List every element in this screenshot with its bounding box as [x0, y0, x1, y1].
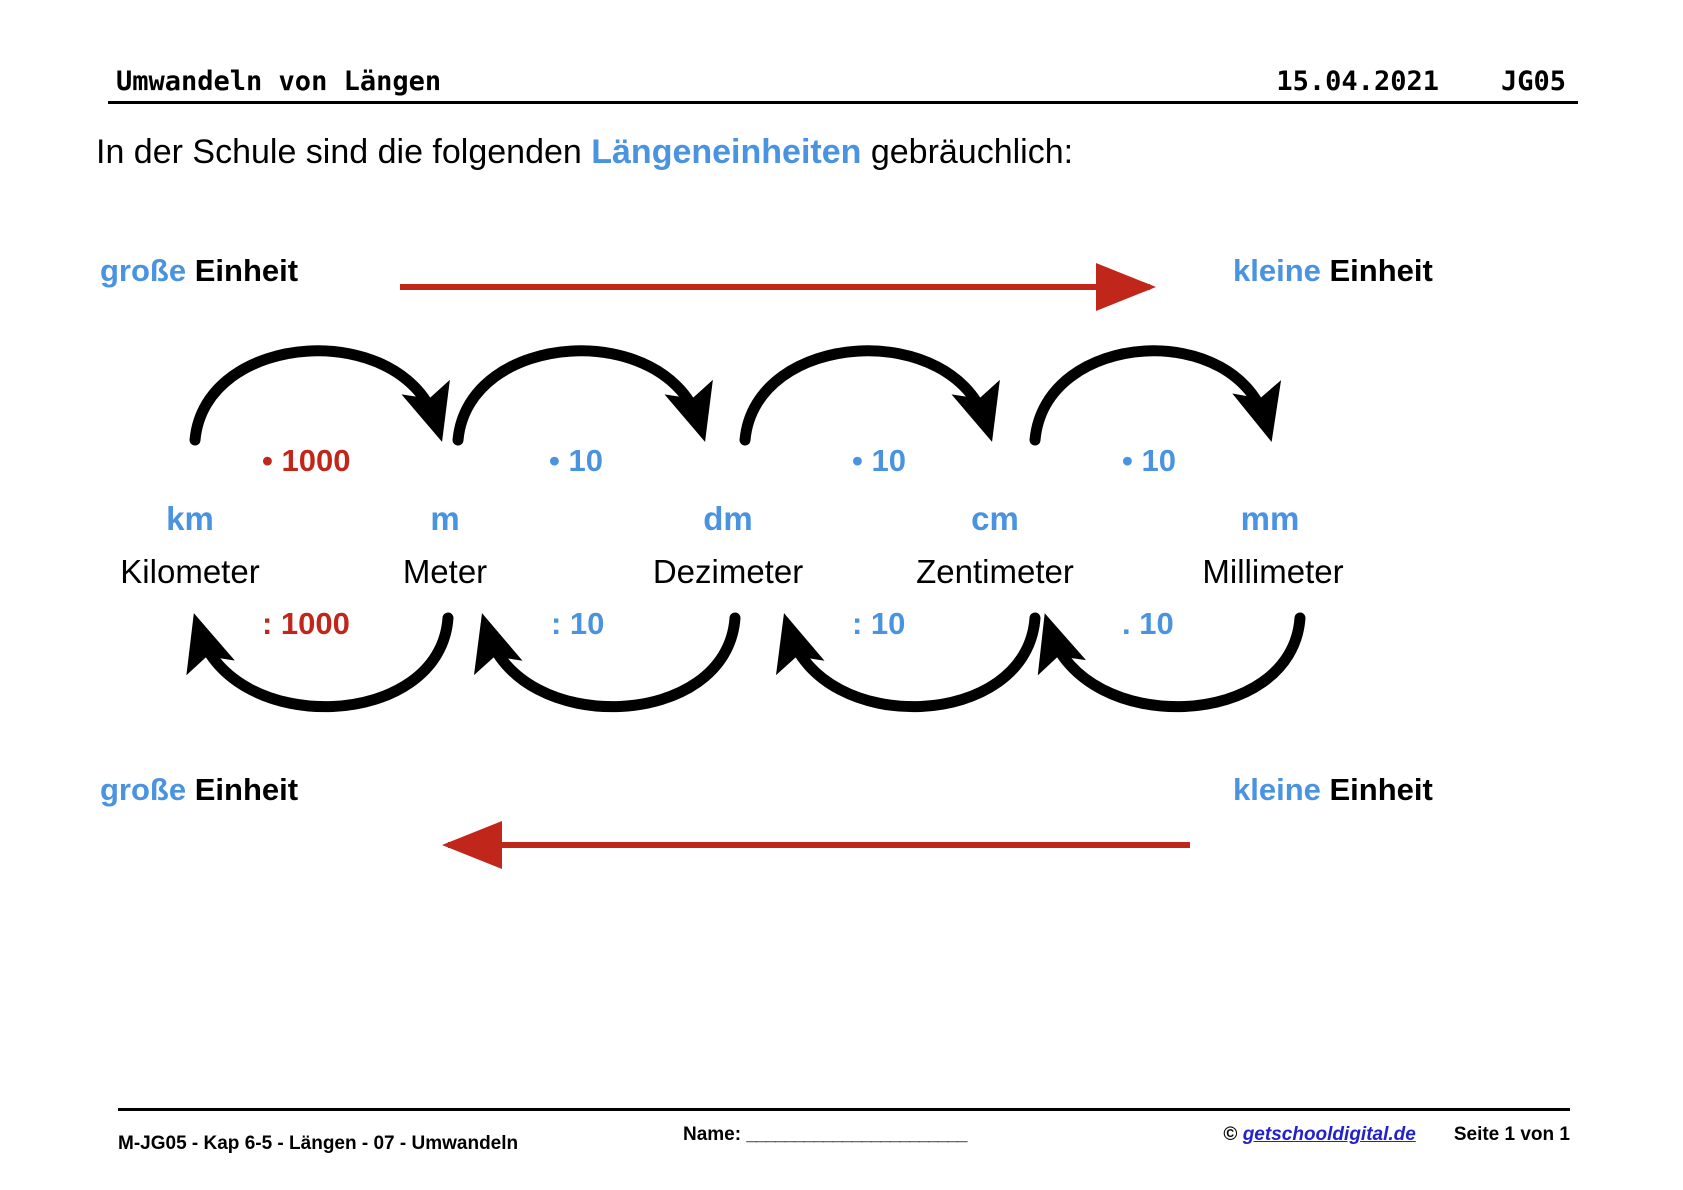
- intro-text-after: gebräuchlich:: [861, 133, 1074, 171]
- footer-website-link[interactable]: getschooldigital.de: [1242, 1124, 1416, 1145]
- footer-document-id: M-JG05 - Kap 6-5 - Längen - 07 - Umwandeln: [118, 1133, 519, 1154]
- curve-multiply-2: [458, 351, 700, 440]
- unit-name-kilometer: Kilometer: [120, 553, 260, 590]
- footer-name-field: [683, 1124, 966, 1146]
- label-big-unit-bottom: [100, 772, 298, 808]
- header-meta: [1276, 66, 1578, 101]
- footer-page-number: Seite 1 von 1: [1453, 1124, 1570, 1145]
- intro-sentence: [96, 133, 1073, 172]
- curve-divide-4: [1050, 618, 1300, 707]
- label-big-unit-top: [100, 253, 298, 289]
- factor-divide-3: : 10: [852, 606, 906, 641]
- footer-name-blank[interactable]: _______________________: [746, 1124, 967, 1145]
- unit-abbr-mm: mm: [1240, 500, 1300, 537]
- factor-divide-2: : 10: [551, 606, 605, 641]
- footer-copyright: [1223, 1124, 1415, 1146]
- label-small-unit-bottom-black: Einheit: [1320, 772, 1433, 807]
- factor-divide-1: : 1000: [262, 606, 350, 641]
- factor-multiply-4: • 10: [1122, 443, 1176, 478]
- factor-multiply-1: • 1000: [262, 443, 351, 478]
- unit-name-meter: Meter: [402, 553, 488, 590]
- label-big-unit-bottom-black: Einheit: [186, 772, 299, 807]
- header-class: JG05: [1500, 66, 1566, 97]
- page-footer: [118, 1124, 1570, 1164]
- curve-multiply-4: [1035, 351, 1267, 440]
- curve-divide-3: [789, 618, 1035, 707]
- factor-divide-4: . 10: [1122, 606, 1174, 641]
- curve-divide-2: [487, 618, 735, 707]
- unit-abbr-km: km: [166, 500, 214, 537]
- label-small-unit-top: [1233, 253, 1433, 289]
- curve-multiply-3: [745, 351, 987, 440]
- label-small-unit-bottom: [1233, 772, 1433, 808]
- label-small-unit-bottom-blue: kleine: [1233, 772, 1321, 807]
- unit-name-dezimeter: Dezimeter: [652, 553, 804, 590]
- unit-abbr-m: m: [430, 500, 460, 537]
- copyright-symbol: ©: [1223, 1124, 1243, 1145]
- label-big-unit-top-blue: große: [100, 253, 187, 288]
- page-header: [108, 58, 1578, 104]
- header-date: 15.04.2021: [1276, 66, 1439, 97]
- unit-name-zentimeter: Zentimeter: [916, 553, 1074, 590]
- unit-abbr-cm: cm: [971, 500, 1019, 537]
- unit-abbr-dm: dm: [703, 500, 753, 537]
- factor-multiply-3: • 10: [852, 443, 906, 478]
- page-title: Umwandeln von Längen: [116, 66, 442, 97]
- footer-name-label: Name:: [683, 1124, 742, 1145]
- label-big-unit-bottom-blue: große: [100, 772, 187, 807]
- factor-multiply-2: • 10: [549, 443, 603, 478]
- intro-text-before: In der Schule sind die folgenden: [96, 133, 592, 171]
- intro-keyword: Längeneinheiten: [591, 133, 862, 171]
- footer-right-group: [1223, 1124, 1570, 1146]
- curve-multiply-1: [195, 351, 437, 440]
- unit-name-millimeter: Millimeter: [1202, 553, 1344, 590]
- label-big-unit-top-black: Einheit: [186, 253, 299, 288]
- label-small-unit-top-blue: kleine: [1233, 253, 1321, 288]
- footer-divider: [118, 1108, 1570, 1111]
- label-small-unit-top-black: Einheit: [1320, 253, 1433, 288]
